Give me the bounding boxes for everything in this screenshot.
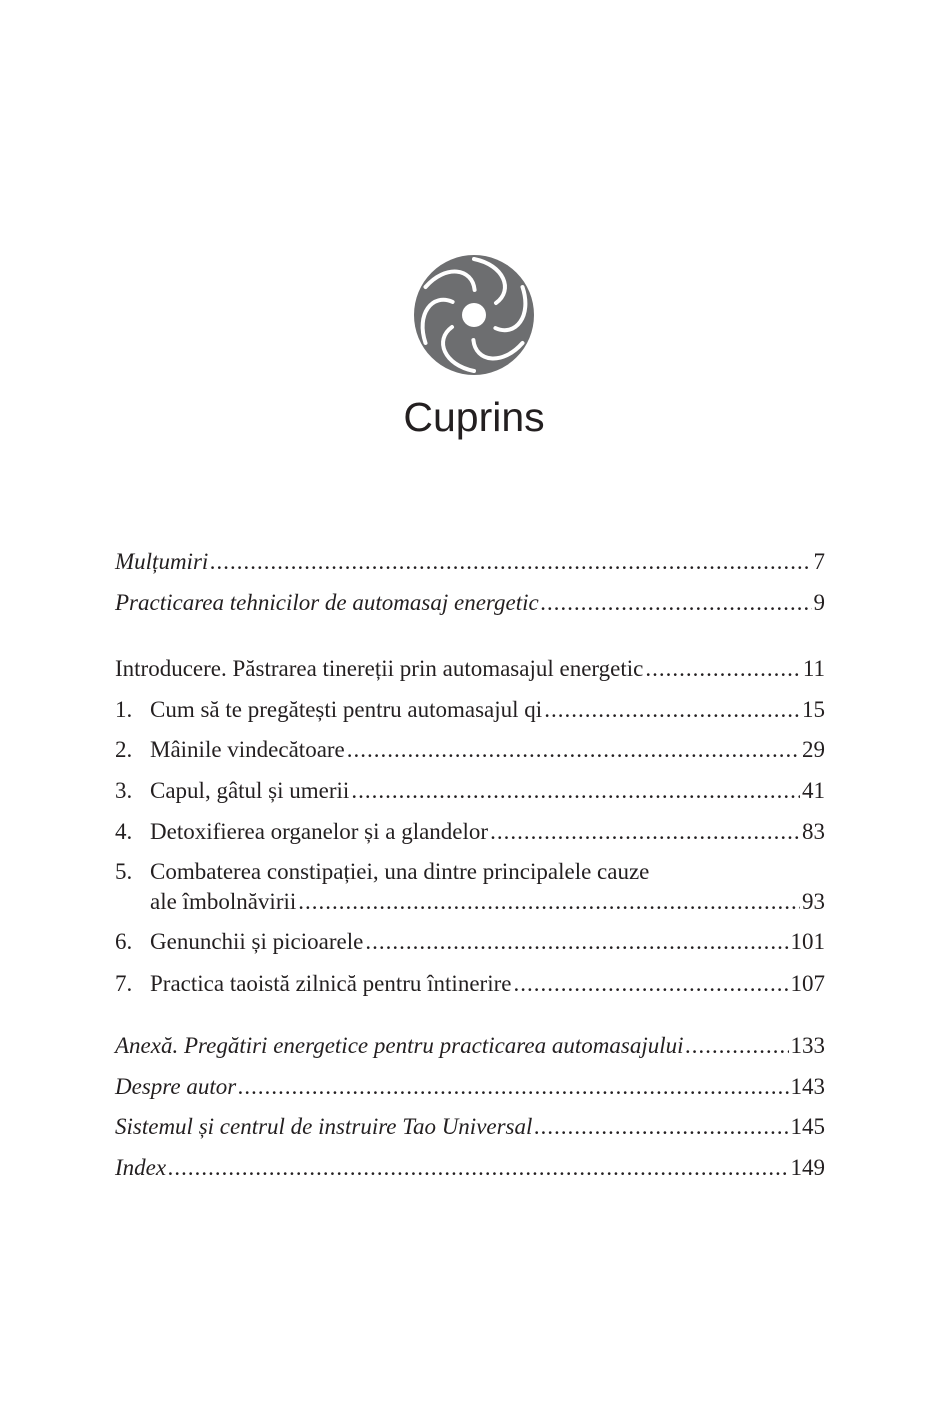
dot-leader [534,1112,788,1142]
entry-label: Anexă. Pregătiri energetice pentru practicarea automasajului [115,1033,684,1058]
entry-number: 3. [115,778,133,803]
entry-label: Practicarea tehnicilor de automasaj energetic [115,590,539,615]
entry-page: 93 [802,889,825,914]
entry-label: ale îmbolnăvirii [150,889,297,914]
toc-entry [115,1072,825,1102]
entry-number: 7. [115,971,133,996]
dot-leader [490,817,800,847]
dot-leader [686,1031,789,1061]
dot-leader [541,588,812,618]
entry-number: 5. [115,859,133,884]
dot-leader [645,654,800,684]
entry-page: 101 [790,929,825,954]
dot-leader [238,1072,788,1102]
entry-page: 15 [802,697,825,722]
dot-leader [365,927,788,957]
entry-page: 9 [813,590,825,615]
entry-page: 83 [802,819,825,844]
toc-entry [115,887,825,917]
toc-entry [115,1153,825,1183]
entry-label: Mâinile vindecătoare [150,737,345,762]
entry-label: Genunchii și picioarele [150,929,364,954]
toc-entry [115,654,825,684]
entry-label: Practica taoistă zilnică pentru întinerire [150,971,512,996]
dot-leader [298,887,800,917]
dot-leader [347,735,800,765]
entry-page: 149 [790,1155,825,1180]
entry-number: 4. [115,819,133,844]
entry-label: Mulțumiri [115,549,209,574]
page-title: Cuprins [403,394,545,440]
entry-page: 29 [802,737,825,762]
entry-label: Despre autor [115,1074,237,1099]
entry-page: 7 [813,549,825,574]
entry-number: 1. [115,697,133,722]
toc-entry [115,735,825,765]
swirl-logo-icon [412,253,536,377]
entry-page: 143 [790,1074,825,1099]
entry-label: Sistemul și centrul de instruire Tao Universal [115,1114,533,1139]
entry-label: Cum să te pregătești pentru automasajul qi [150,697,543,722]
entry-page: 41 [802,778,825,803]
dot-leader [513,969,788,999]
toc-entry [115,695,825,725]
dot-leader [351,776,800,806]
entry-number: 2. [115,737,133,762]
toc-entry [115,776,825,806]
entry-label: Introducere. Păstrarea tinereții prin automasajul energetic [115,656,644,681]
toc-entry-first-line [115,857,825,887]
toc-entry [115,927,825,957]
toc-entry [115,1031,825,1061]
entry-number: 6. [115,929,133,954]
entry-page: 107 [790,971,825,996]
entry-label: Detoxifierea organelor și a glandelor [150,819,489,844]
toc-entry [115,1112,825,1142]
entry-page: 133 [790,1033,825,1058]
entry-page: 11 [802,656,825,681]
toc-entry [115,817,825,847]
dot-leader [544,695,800,725]
dot-leader [210,547,811,577]
entry-label: Index [115,1155,167,1180]
dot-leader [168,1153,788,1183]
entry-page: 145 [790,1114,825,1139]
entry-label: Capul, gâtul și umerii [150,778,350,803]
toc-entry [115,969,825,999]
toc-entry [115,547,825,577]
entry-label: Combaterea constipației, una dintre principalele cauze [150,859,650,884]
toc-entry [115,588,825,618]
